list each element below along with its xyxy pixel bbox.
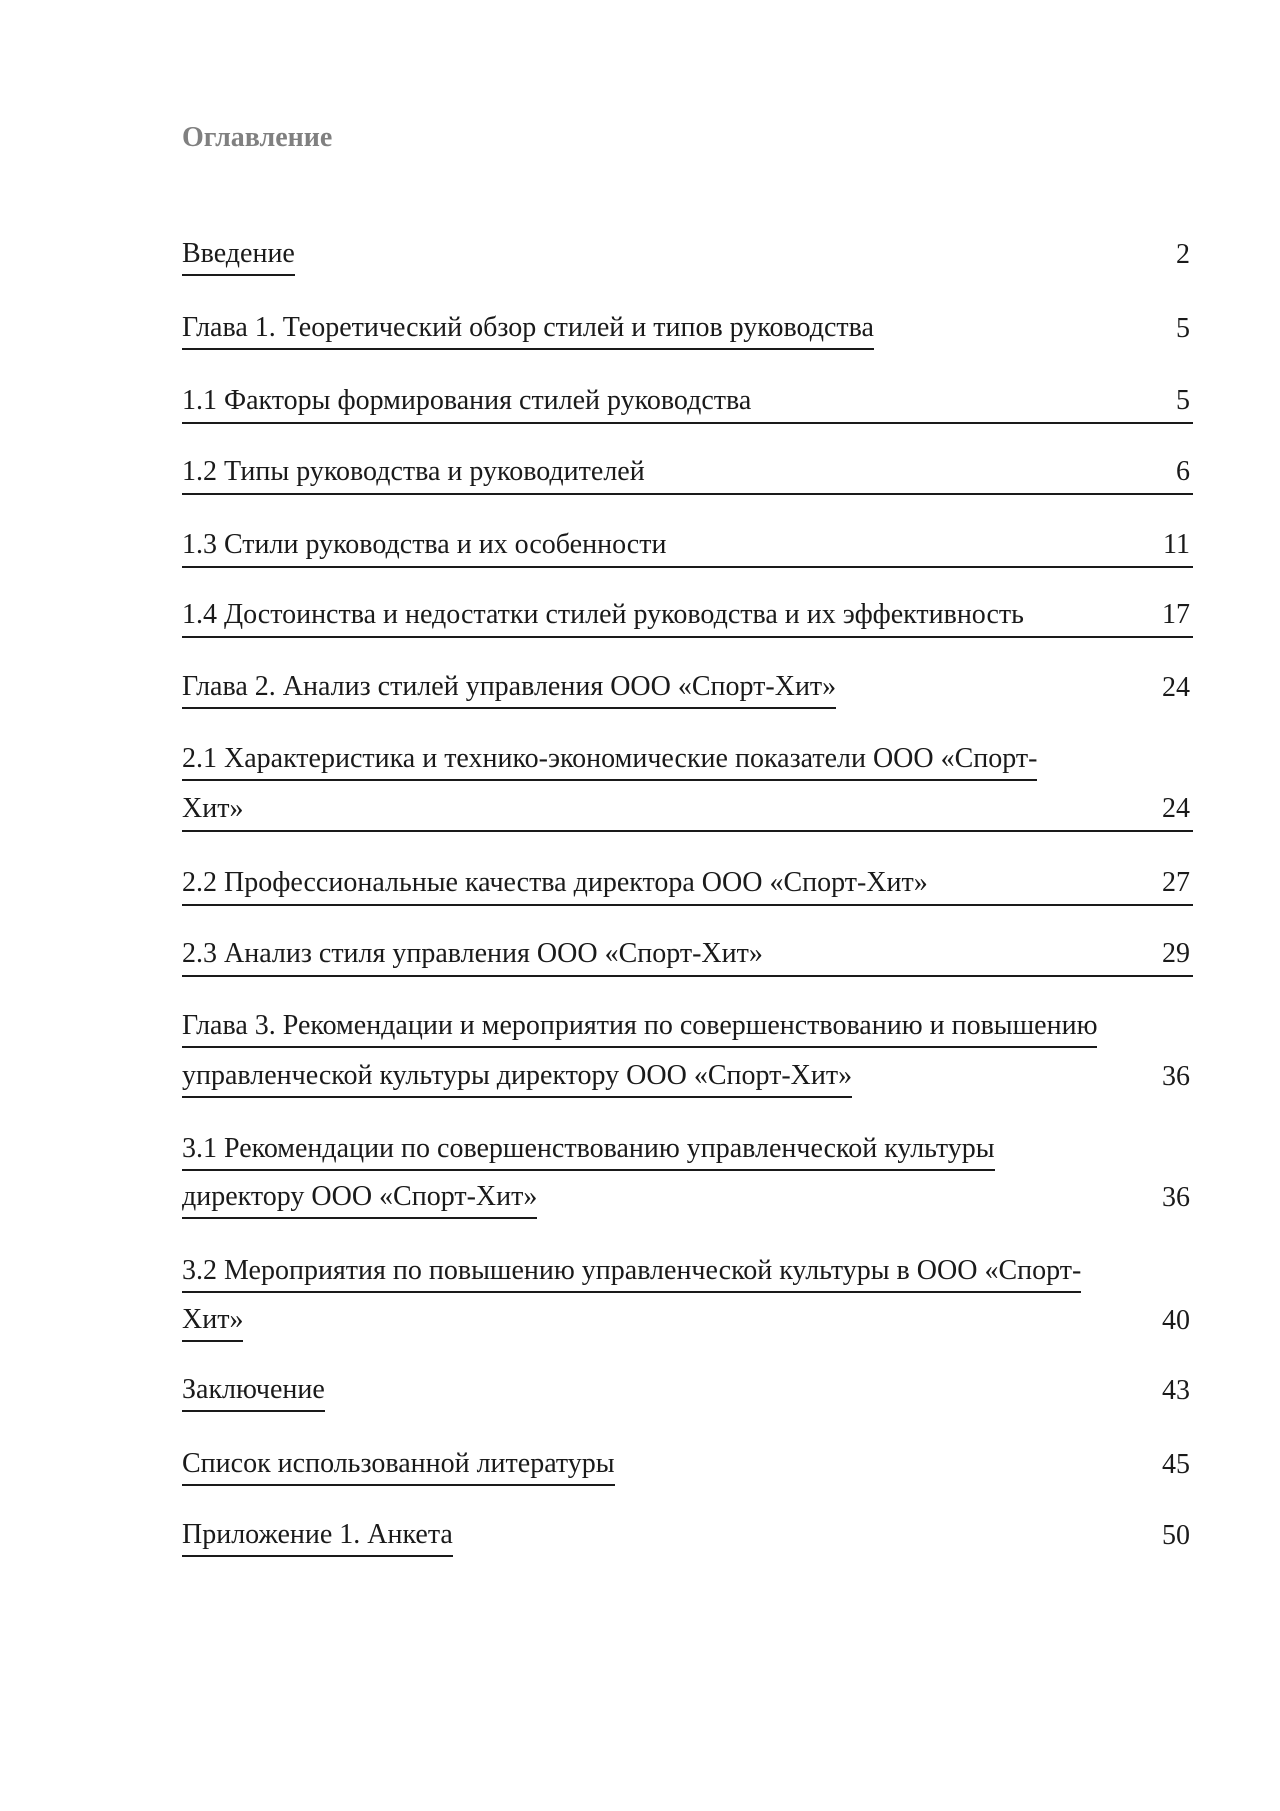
toc-entry-section-2-3[interactable] — [182, 933, 1193, 977]
toc-entry-page: 36 — [1162, 1061, 1190, 1092]
toc-entry-section-1-3[interactable] — [182, 524, 1193, 568]
toc-entry-page: 27 — [1162, 867, 1190, 898]
toc-entry-section-3-1-line-2[interactable] — [182, 1177, 1193, 1219]
toc-entry-page: 2 — [1176, 239, 1190, 270]
toc-entry-section-3-2-line-1[interactable] — [182, 1251, 1193, 1293]
toc-entry-section-3-1-line-1[interactable] — [182, 1129, 1193, 1171]
toc-entry-text[interactable]: 3.1 Рекомендации по совершенствованию управленческой культуры — [182, 1129, 995, 1171]
toc-entry-text[interactable]: 2.2 Профессиональные качества директора ООО «Спорт-Хит» — [182, 867, 928, 898]
toc-entry-text[interactable]: 1.4 Достоинства и недостатки стилей руководства и их эффективность — [182, 599, 1024, 630]
toc-entry-text[interactable]: управленческой культуры директору ООО «Спорт-Хит» — [182, 1056, 852, 1098]
toc-entry-text[interactable]: Хит» — [182, 1300, 243, 1342]
toc-entry-page: 5 — [1176, 385, 1190, 416]
toc-entry-text[interactable]: Введение — [182, 234, 295, 276]
toc-entry-text[interactable]: Хит» — [182, 793, 244, 824]
toc-entry-page: 11 — [1163, 529, 1190, 560]
toc-entry-conclusion[interactable] — [182, 1370, 1193, 1412]
toc-entry-chapter-1[interactable] — [182, 308, 1193, 350]
toc-entry-text[interactable]: Приложение 1. Анкета — [182, 1515, 453, 1557]
toc-entry-section-1-4[interactable] — [182, 594, 1193, 638]
toc-entry-text[interactable]: 1.2 Типы руководства и руководителей — [182, 456, 645, 487]
toc-entry-page: 6 — [1176, 456, 1190, 487]
toc-entry-text[interactable]: 1.1 Факторы формирования стилей руководства — [182, 385, 752, 416]
toc-entry-text[interactable]: Глава 3. Рекомендации и мероприятия по совершенствованию и повышению — [182, 1006, 1097, 1048]
toc-entry-page: 5 — [1176, 313, 1190, 344]
toc-entry-text[interactable]: 2.1 Характеристика и технико-экономические показатели ООО «Спорт- — [182, 739, 1037, 781]
toc-entry-page: 36 — [1162, 1182, 1190, 1213]
toc-entry-text[interactable]: Список использованной литературы — [182, 1444, 615, 1486]
toc-entry-text[interactable]: 1.3 Стили руководства и их особенности — [182, 529, 667, 560]
toc-entry-introduction[interactable] — [182, 234, 1193, 276]
toc-entry-text[interactable]: Глава 2. Анализ стилей управления ООО «Спорт-Хит» — [182, 667, 836, 709]
toc-entry-page: 50 — [1162, 1520, 1190, 1551]
toc-entry-page: 40 — [1162, 1305, 1190, 1336]
toc-entry-bibliography[interactable] — [182, 1444, 1193, 1486]
toc-entry-chapter-2[interactable] — [182, 667, 1193, 709]
toc-entry-chapter-3-line-2[interactable] — [182, 1056, 1193, 1098]
toc-entry-section-1-2[interactable] — [182, 451, 1193, 495]
toc-entry-chapter-3-line-1[interactable] — [182, 1006, 1193, 1048]
toc-entry-page: 24 — [1162, 793, 1190, 824]
toc-entry-text[interactable]: 2.3 Анализ стиля управления ООО «Спорт-Хит» — [182, 938, 763, 969]
toc-title: Оглавление — [182, 122, 333, 153]
toc-entry-page: 29 — [1162, 938, 1190, 969]
toc-entry-page: 43 — [1162, 1375, 1190, 1406]
toc-entry-appendix-1[interactable] — [182, 1515, 1193, 1557]
toc-entry-section-2-2[interactable] — [182, 862, 1193, 906]
toc-entry-page: 24 — [1162, 672, 1190, 703]
toc-entry-section-2-1-line-1[interactable] — [182, 739, 1193, 781]
toc-entry-text[interactable]: 3.2 Мероприятия по повышению управленческой культуры в ООО «Спорт- — [182, 1251, 1081, 1293]
toc-entry-text[interactable]: директору ООО «Спорт-Хит» — [182, 1177, 537, 1219]
toc-entry-page: 45 — [1162, 1449, 1190, 1480]
toc-entry-section-2-1-line-2[interactable] — [182, 788, 1193, 832]
toc-entry-text[interactable]: Заключение — [182, 1370, 325, 1412]
toc-entry-page: 17 — [1162, 599, 1190, 630]
toc-entry-section-1-1[interactable] — [182, 380, 1193, 424]
toc-entry-section-3-2-line-2[interactable] — [182, 1300, 1193, 1342]
toc-entry-text[interactable]: Глава 1. Теоретический обзор стилей и типов руководства — [182, 308, 874, 350]
